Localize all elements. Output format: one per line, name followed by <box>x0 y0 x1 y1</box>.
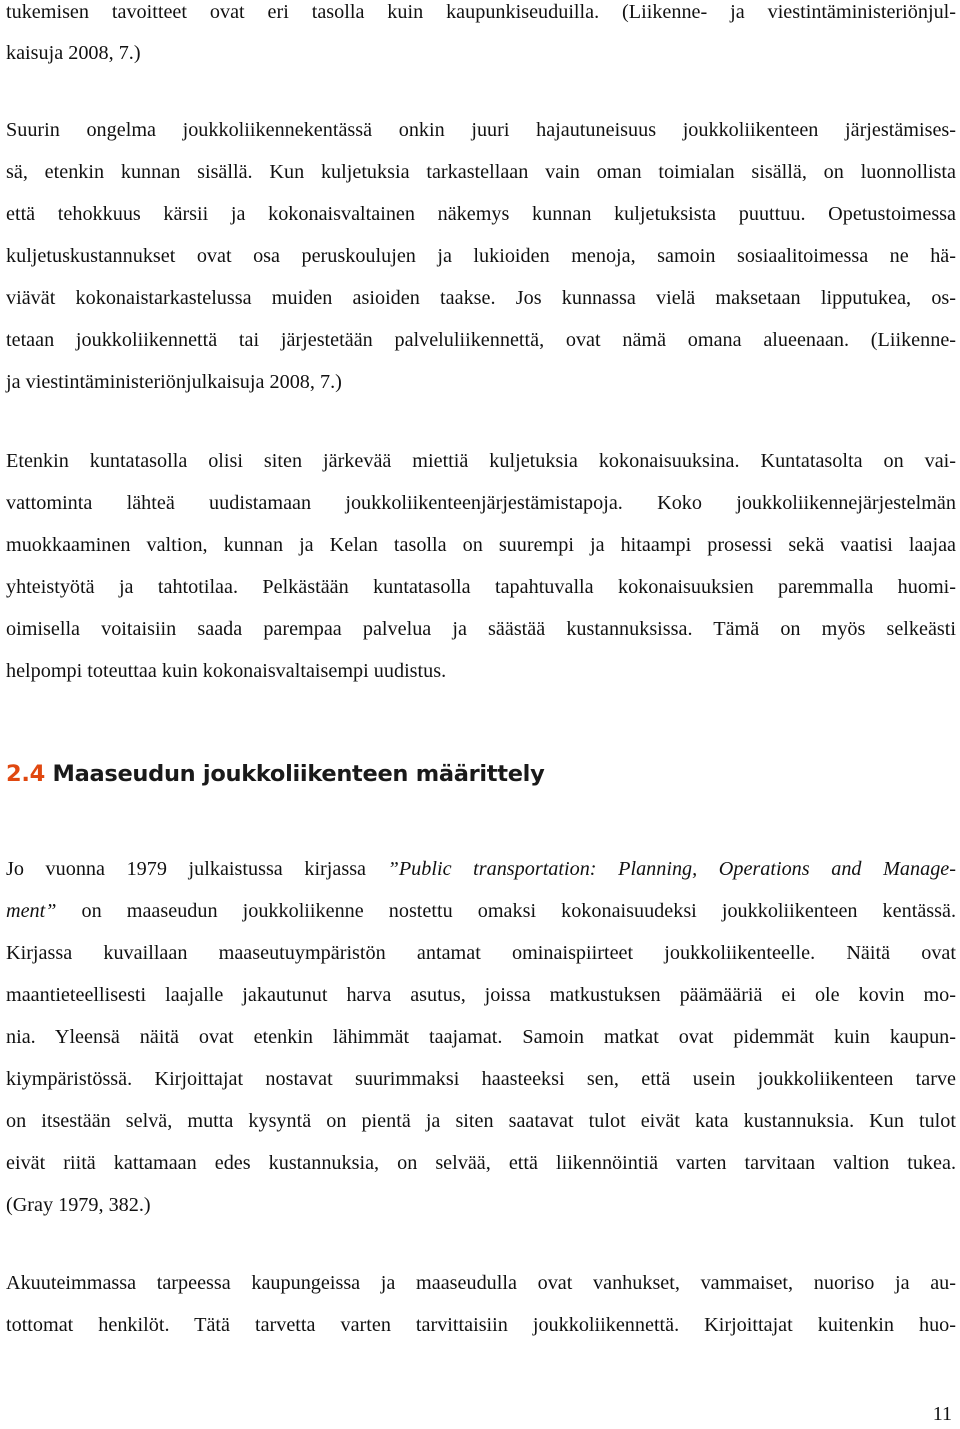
body-text-line: tukemisen tavoitteet ovat eri tasolla kuin kaupunkiseuduilla. (Liikenne- ja viestintäministeriönjul- <box>6 1 956 23</box>
body-text-line: nia. Yleensä näitä ovat etenkin lähimmät taajamat. Samoin matkat ovat pidemmät kuin kaupun- <box>6 1026 956 1048</box>
body-text-line: maantieteellisesti laajalle jakautunut harva asutus, joissa matkustuksen päämääriä ei ole kovin mo- <box>6 984 956 1006</box>
body-text-line: yhteistyötä ja tahtotilaa. Pelkästään kuntatasolla tapahtuvalla kokonaisuuksien paremmalla huomi- <box>6 576 956 598</box>
body-text-line: kuljetuskustannukset ovat osa peruskoulujen ja lukioiden menoja, samoin sosiaalitoimessa ne hä- <box>6 245 956 267</box>
body-text-line: helpompi toteuttaa kuin kokonaisvaltaisempi uudistus. <box>6 660 447 682</box>
section-heading <box>6 757 544 791</box>
body-text-line: tetaan joukkoliikennettä tai järjestetään palveluliikennettä, ovat nämä omana alueenaan. (Liikenne- <box>6 329 956 351</box>
body-text-line: Etenkin kuntatasolla olisi siten järkevää miettiä kuljetuksia kokonaisuuksina. Kuntatasolta on vai- <box>6 450 956 472</box>
book-title-italic: ment” <box>6 900 57 922</box>
body-text-line: viävät kokonaistarkastelussa muiden asioiden taakse. Jos kunnassa vielä maksetaan lipputukea, os- <box>6 287 956 309</box>
section-title: Maaseudun joukkoliikenteen määrittely <box>52 761 545 787</box>
body-text-line: (Gray 1979, 382.) <box>6 1194 151 1216</box>
body-text-line: kaisuja 2008, 7.) <box>6 42 141 64</box>
body-text-line: tottomat henkilöt. Tätä tarvetta varten tarvittaisiin joukkoliikennettä. Kirjoittajat kuitenkin huo- <box>6 1314 956 1336</box>
body-text-span: on maaseudun joukkoliikenne nostettu omaksi kokonaisuudeksi joukkoliikenteen kentässä. <box>56 900 956 922</box>
body-text-line <box>6 857 956 881</box>
body-text-line: muokkaaminen valtion, kunnan ja Kelan tasolla on suurempi ja hitaampi prosessi sekä vaatisi laajaa <box>6 534 956 556</box>
body-text-line: kiympäristössä. Kirjoittajat nostavat suurimmaksi haasteeksi sen, että usein joukkoliikenteen tarve <box>6 1068 956 1090</box>
section-number: 2.4 <box>6 761 45 787</box>
body-text-line: eivät riitä kattamaan edes kustannuksia, on selvää, että liikennöintiä varten tarvitaan valtion tukea. <box>6 1152 956 1174</box>
body-text-line: oimisella voitaisiin saada parempaa palvelua ja säästää kustannuksissa. Tämä on myös selkeästi <box>6 618 956 640</box>
book-title-italic: ”Public transportation: Planning, Operations and Manage- <box>387 858 956 880</box>
body-text-line: Suurin ongelma joukkoliikennekentässä onkin juuri hajautuneisuus joukkoliikenteen järjestämises- <box>6 119 956 141</box>
body-text-span: Jo vuonna 1979 julkaistussa kirjassa <box>6 858 388 880</box>
body-text-line: ja viestintäministeriönjulkaisuja 2008, 7.) <box>6 371 342 393</box>
body-text-line: että tehokkuus kärsii ja kokonaisvaltainen näkemys kunnan kuljetuksista puuttuu. Opetustoimessa <box>6 203 956 225</box>
page-number: 11 <box>932 1403 952 1425</box>
body-text-line: on itsestään selvä, mutta kysyntä on pientä ja siten saatavat tulot eivät kata kustannuksia. Kun tulot <box>6 1110 956 1132</box>
body-text-line: vattominta lähteä uudistamaan joukkoliikenteenjärjestämistapoja. Koko joukkoliikennejärjestelmän <box>6 492 956 514</box>
body-text-line: Akuuteimmassa tarpeessa kaupungeissa ja maaseudulla ovat vanhukset, vammaiset, nuoriso ja au- <box>6 1272 956 1294</box>
body-text-line: Kirjassa kuvaillaan maaseutuympäristön antamat ominaispiirteet joukkoliikenteelle. Näitä ovat <box>6 942 956 964</box>
body-text-line: sä, etenkin kunnan sisällä. Kun kuljetuksia tarkastellaan vain oman toimialan sisällä, on luonnollista <box>6 161 956 183</box>
body-text-line <box>6 899 956 923</box>
